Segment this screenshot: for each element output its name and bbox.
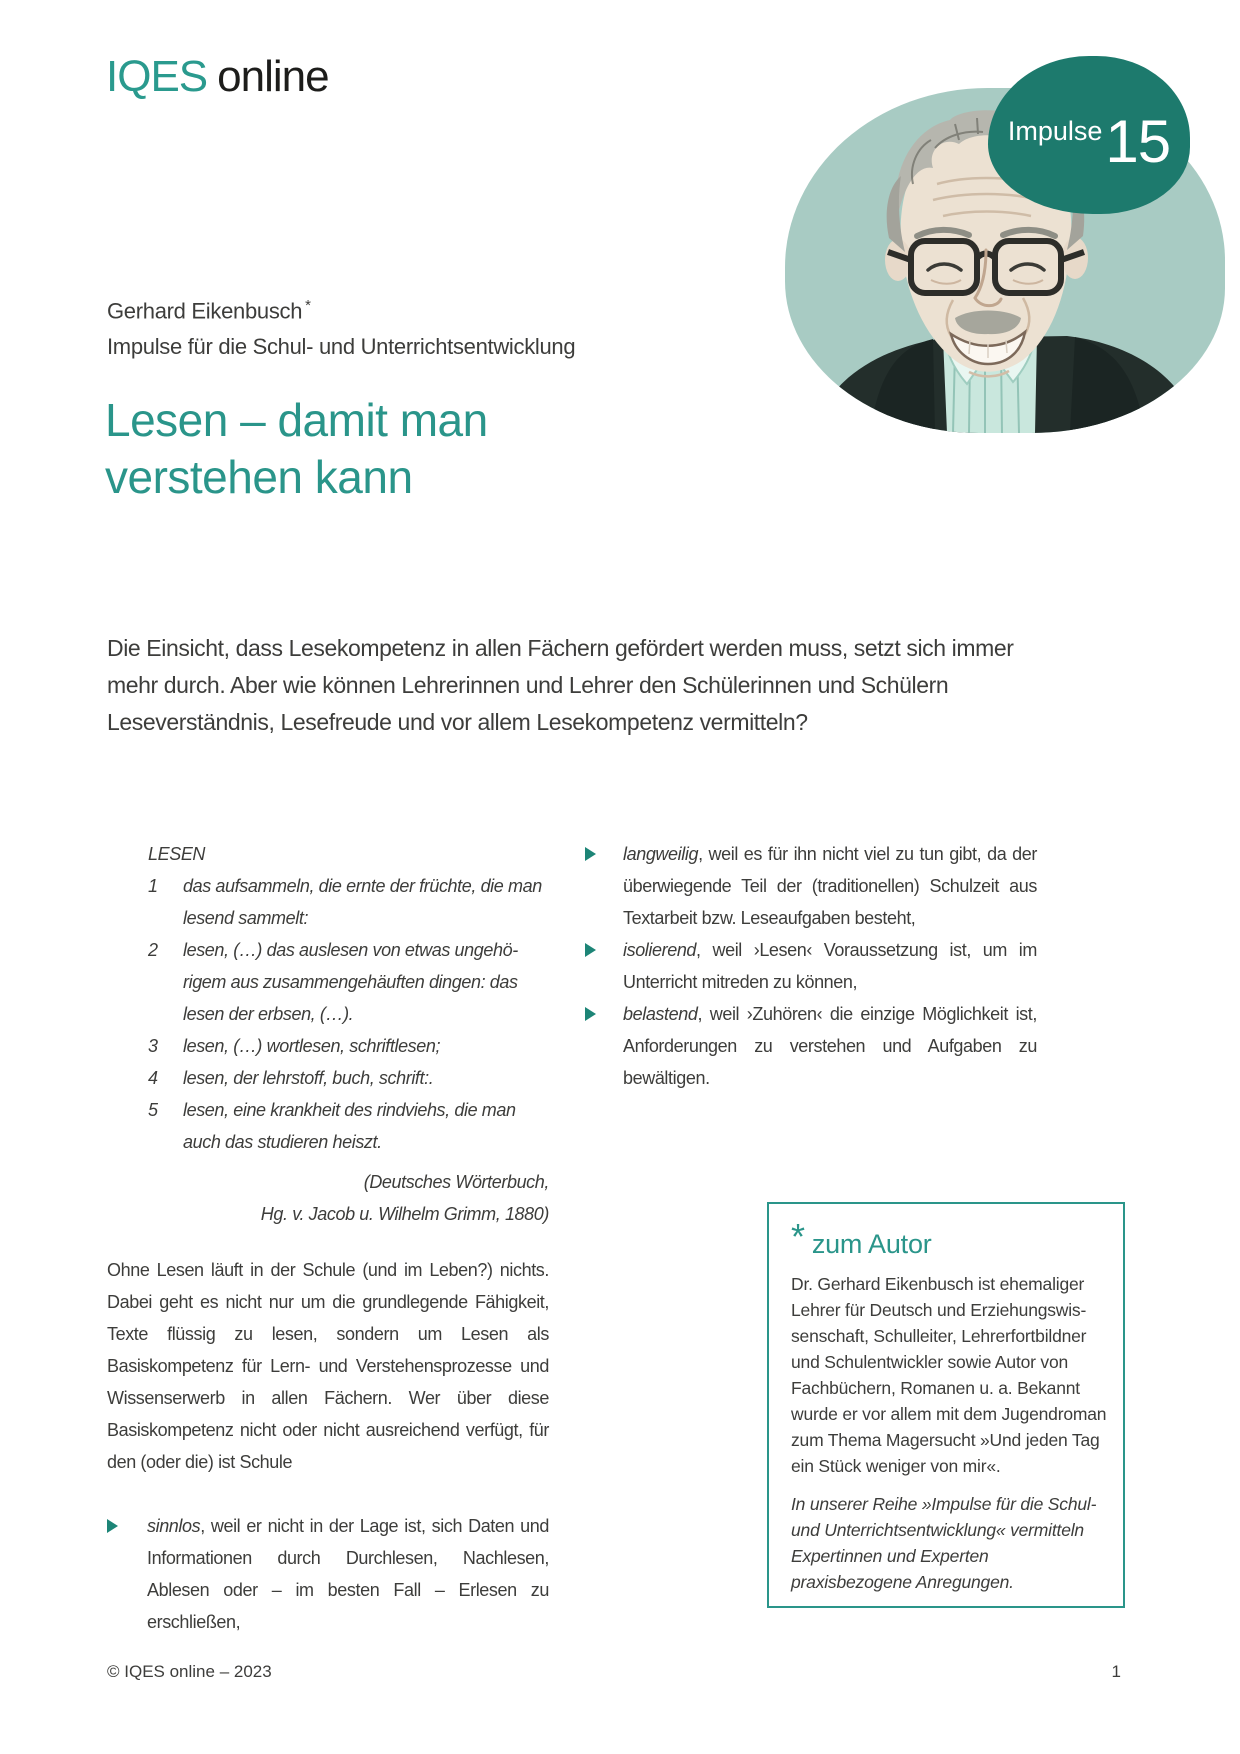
- dict-entry-number: 4: [148, 1068, 158, 1088]
- bullet-text: [623, 838, 1037, 934]
- author-box-heading: [791, 1216, 1111, 1259]
- bullet-keyword: isolierend: [623, 940, 697, 960]
- bullet-item: [585, 838, 1037, 934]
- impulse-badge: [988, 56, 1190, 214]
- bullet-rest: , weil ›Zuhören‹ die einzige Möglichkeit ist, Anforderungen zu verstehen und Aufgaben zu bewältigen.: [623, 1004, 1037, 1088]
- dict-entry-number: 1: [148, 876, 158, 896]
- bullet-arrow-icon: [107, 1519, 118, 1533]
- page-number: 1: [1111, 1662, 1121, 1681]
- bullet-keyword: sinnlos: [147, 1516, 201, 1536]
- iqes-logo: [106, 52, 329, 102]
- bullet-text: [623, 998, 1037, 1094]
- dict-entry-text: lesen, (…) das auslesen von etwas ungehörigem aus zusammengehäuften dingen: das lesen der erbsen, (…).: [183, 940, 519, 1024]
- series-note: In unserer Reihe »Impulse für die Schul- und Unterrichtsentwicklung« vermitteln Expertinnen und Experten praxisbezogene Anregungen.: [791, 1494, 1097, 1592]
- logo-word-online: online: [217, 52, 329, 101]
- bullet-rest: , weil er nicht in der Lage ist, sich Daten und Informationen durch Durchlesen, Nachlesen, Ablesen oder – im besten Fall – Erlesen zu erschließen,: [147, 1516, 549, 1632]
- author-box-title: zum Autor: [811, 1229, 932, 1259]
- author-name: Gerhard Eikenbusch: [107, 298, 303, 324]
- title-line-2: verstehen kann: [105, 451, 413, 503]
- dict-entry-text: das aufsammeln, die ernte der früchte, die man lesend sammelt:: [183, 876, 542, 928]
- bullet-item: [585, 998, 1037, 1094]
- dict-entry: [148, 1094, 549, 1158]
- title-line-1: Lesen – damit man: [105, 394, 488, 446]
- bullet-arrow-icon: [585, 847, 596, 861]
- logo-word-iqes: IQES: [106, 52, 208, 101]
- dict-source-line-1: (Deutsches Wörterbuch,: [363, 1172, 549, 1192]
- bullet-item: [107, 1510, 549, 1638]
- dict-source-line-2: Hg. v. Jacob u. Wilhelm Grimm, 1880): [260, 1204, 549, 1224]
- dict-entry: [148, 870, 549, 934]
- dictionary-source: [148, 1166, 549, 1230]
- dict-entry-number: 3: [148, 1036, 158, 1056]
- bullet-arrow-icon: [585, 943, 596, 957]
- badge-label: Impulse: [1007, 115, 1103, 146]
- copyright: © IQES online – 2023: [107, 1662, 272, 1681]
- dict-entry-text: lesen, (…) wortlesen, schriftlesen;: [183, 1036, 441, 1056]
- author-footnote-asterisk: *: [305, 297, 311, 314]
- badge-number: 15: [1105, 108, 1171, 175]
- dict-entry: [148, 1030, 549, 1062]
- body-paragraph: Ohne Lesen läuft in der Schule (und im Leben?) nichts. Dabei geht es nicht nur um die grundlegende Fähigkeit, Texte flüssig zu lesen, sondern um Lesen als Basiskompetenz für Lern- und Verstehensprozesse und Wissenserwerb in allen Fächern. Wer über diese Basiskompetenz nicht oder nicht ausreichend verfügt, für den (oder die) ist Schule: [107, 1260, 549, 1472]
- bullet-rest: , weil es für ihn nicht viel zu tun gibt, da der überwiegende Teil der (traditionellen) Schulzeit aus Textarbeit bzw. Leseaufgaben besteht,: [623, 844, 1037, 928]
- bullet-text: [147, 1510, 549, 1638]
- column-right: [585, 838, 1037, 1094]
- intro-paragraph: Die Einsicht, dass Lesekompetenz in allen Fächern gefördert werden muss, setzt sich immer mehr durch. Aber wie können Lehrerinnen und Lehrer den Schülerinnen und Schülern Leseverständnis, Lesefreude und vor allem Lesekompetenz vermitteln?: [107, 635, 1014, 735]
- bullet-keyword: belastend: [623, 1004, 698, 1024]
- column-left: [107, 838, 549, 1638]
- dict-entry: [148, 934, 549, 1030]
- page-title: [105, 392, 488, 506]
- dict-entry-text: lesen, eine krankheit des rindviehs, die man auch das studieren heiszt.: [183, 1100, 516, 1152]
- bullet-rest: , weil ›Lesen‹ Voraussetzung ist, um im Unterricht mitreden zu können,: [623, 940, 1037, 992]
- dict-entry-number: 2: [148, 940, 158, 960]
- bullet-arrow-icon: [585, 1007, 596, 1021]
- series-line: Impulse für die Schul- und Unterrichtsentwicklung: [107, 334, 576, 360]
- bullet-item: [585, 934, 1037, 998]
- bullet-text: [623, 934, 1037, 998]
- author-box-asterisk: *: [791, 1216, 805, 1257]
- masthead: [107, 288, 575, 365]
- dictionary-quote: [148, 838, 549, 1230]
- dictionary-heading: LESEN: [148, 844, 206, 864]
- page-footer: [107, 1662, 1121, 1682]
- dict-entry: [148, 1062, 549, 1094]
- dict-entry-number: 5: [148, 1100, 158, 1120]
- dict-entry-text: lesen, der lehrstoff, buch, schrift:.: [183, 1068, 434, 1088]
- author-line: [107, 288, 575, 329]
- author-bio: Dr. Gerhard Eikenbusch ist ehemaliger Lehrer für Deutsch und Erziehungswissenschaft, Schulleiter, Lehrerfortbildner und Schulentwickler sowie Autor von Fachbüchern, Romanen u. a. Bekannt wurde er vor allem mit dem Jugendroman zum Thema Magersucht »Und jeden Tag ein Stück weniger von mir«.: [791, 1274, 1107, 1476]
- author-box: [767, 1202, 1125, 1608]
- bullet-keyword: langweilig: [623, 844, 699, 864]
